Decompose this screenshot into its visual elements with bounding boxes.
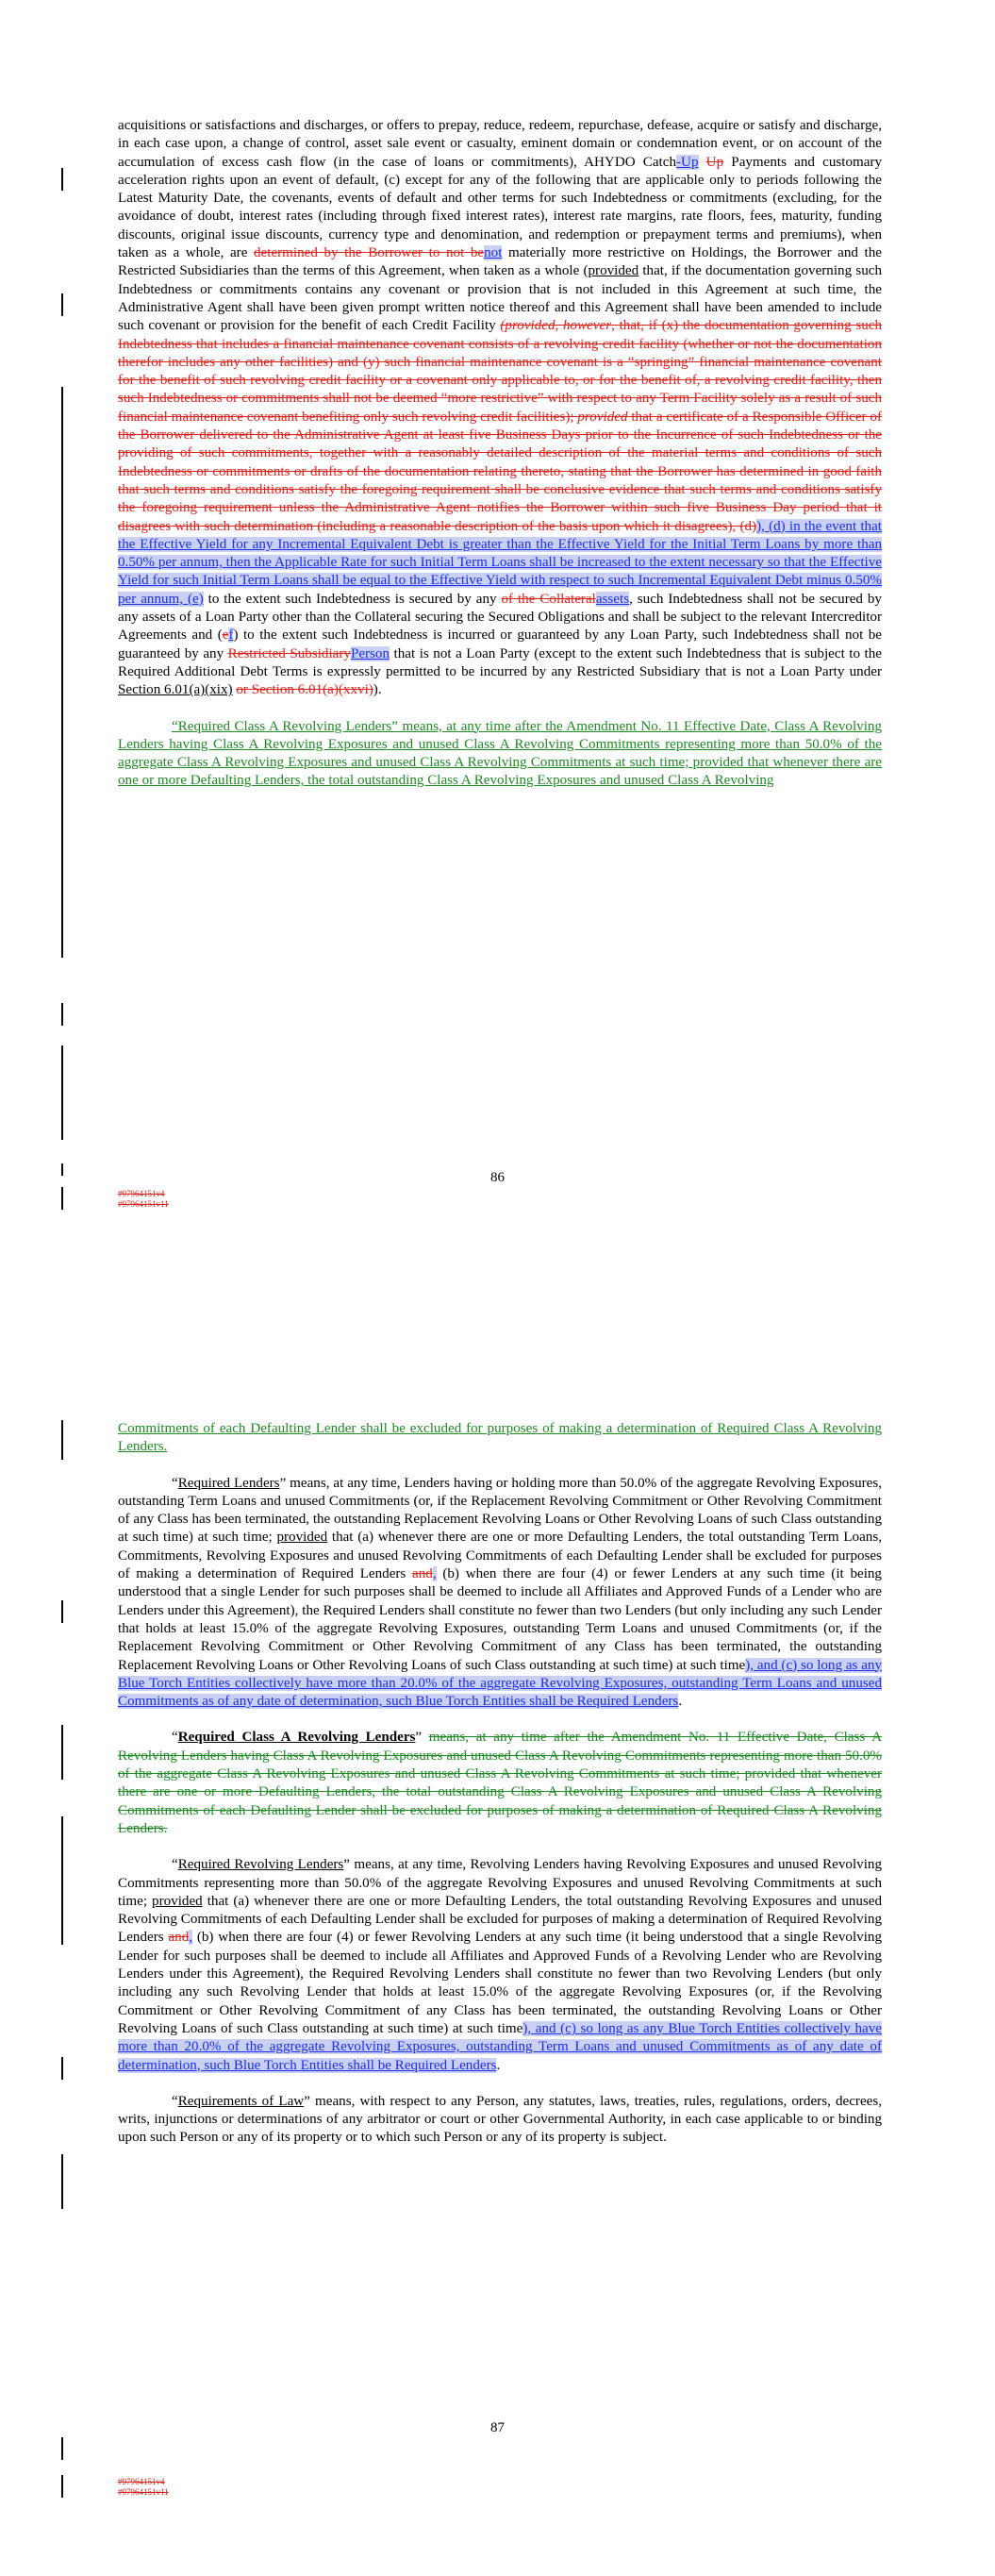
- document-id-footer: [118, 2477, 169, 2498]
- change-bar: [61, 387, 63, 958]
- page-number: 87: [490, 2420, 505, 2435]
- page-number: 86: [490, 1170, 505, 1185]
- main-text-block: [118, 117, 882, 791]
- change-bar: [61, 1725, 63, 1780]
- change-bar: [61, 168, 63, 191]
- paragraph-class-a-continued: Commitments of each Defaulting Lender shall be excluded for purposes of making a determination of Required Class A Revolving Lenders.: [118, 1421, 882, 1455]
- paragraph-required-class-a-revolving-lenders-deleted: “Required Class A Revolving Lenders” means, at any time after the Amendment No. 11 Effective Date, Class A Revolving Lenders having Class A Revolving Exposures and unused Class A Revolving Commitments representing more than 50.0% of the aggregate Class A Revolving Exposures and unused Class A Revolving Commitments at such time; provided that whenever there are one or more Defaulting Lenders, the total outstanding Class A Revolving Exposures and unused Class A Revolving Commitments of each Defaulting Lender shall be excluded for purposes of making a determination of Required Class A Revolving Lenders.: [118, 1730, 882, 1836]
- change-bar: [61, 2057, 63, 2080]
- footer-doc-id-new: #97964151v11: [118, 1199, 169, 1209]
- change-bar: [61, 1600, 63, 1623]
- change-bar: [61, 1187, 63, 1210]
- change-bar: [61, 293, 63, 316]
- change-bar: [61, 2437, 63, 2460]
- change-bar: [61, 1420, 63, 1460]
- change-bar: [61, 1045, 63, 1140]
- page-87: [0, 1288, 995, 2576]
- change-bar: [61, 2475, 63, 2498]
- paragraph-required-revolving-lenders: “Required Revolving Lenders” means, at any time, Revolving Lenders having Revolving Exposures and unused Revolving Commitments representing more than 50.0% of the aggregate Revolving Exposures and unused Revolving Commitments at such time; provided that (a) whenever there are one or more Defaulting Lenders, the total outstanding Revolving Exposures and unused Revolving Commitments of each Defaulting Lender shall be excluded for purposes of making a determination of Required Revolving Lenders and, (b) when there are four (4) or fewer Revolving Lenders at any such time (it being understood that a single Revolving Lender for such purposes shall be deemed to include all Affiliates and Approved Funds of a Revolving Lender who are Revolving Lenders under this Agreement), the Required Revolving Lenders shall constitute no fewer than two Revolving Lenders (but only including any such Revolving Lender that holds at least 15.0% of the aggregate Revolving Exposures (or, if the Revolving Commitment or Other Revolving Commitment of any Class has been terminated, the outstanding Revolving Loans or Other Revolving Loans of such Class outstanding at such time) at such time), and (c) so long as any Blue Torch Entities collectively have more than 20.0% of the aggregate Revolving Exposures, outstanding Term Loans and unused Commitments as of any date of determination, such Blue Torch Entities shall be Required Lenders.: [118, 1857, 882, 2073]
- footer-doc-id-old: #97964151v4: [118, 1189, 165, 1198]
- paragraph-debt-terms: acquisitions or satisfactions and discharges, or offers to prepay, reduce, redeem, repurchase, defease, acquire or satisfy and discharge, in each case upon, a change of control, asset sale event or casualty, eminent domain or condemnation event, or on account of the accumulation of excess cash flow (in the case of loans or commitments), AHYDO Catch-Up Up Payments and customary acceleration rights upon an event of default, (c) except for any of the following that are applicable only to periods following the Latest Maturity Date, the covenants, events of default and other terms for such Indebtedness or commitments (excluding, for the avoidance of doubt, interest rates (including through fixed interest rates), interest rate margins, rate floors, fees, maturity, funding discounts, original issue discounts, currency type and denomination, and redemption or prepayment terms and premiums), when taken as a whole, are determined by the Borrower to not benot materially more restrictive on Holdings, the Borrower and the Restricted Subsidiaries than the terms of this Agreement, when taken as a whole (provided that, if the documentation governing such Indebtedness or commitments contains any covenant or provision that is not included in this Agreement at such time, the Administrative Agent shall have been given prompt written notice thereof and this Agreement shall have been amended to include such covenant or provision for the benefit of each Credit Facility (provided, however, that, if (x) the documentation governing such Indebtedness that includes a financial maintenance covenant consists of a revolving credit facility (whether or not the documentation therefor includes any other facilities) and (y) such financial maintenance covenant is a “springing” financial maintenance covenant for the benefit of such revolving credit facility or a covenant only applicable to, or for the benefit of, a revolving credit facility, then such Indebtedness or commitments shall not be deemed “more restrictive” with respect to any Term Facility solely as a result of such financial maintenance covenant benefiting only such revolving credit facilities); provided that a certificate of a Responsible Officer of the Borrower delivered to the Administrative Agent at least five Business Days prior to the Incurrence of such Indebtedness or the providing of such commitments, together with a reasonably detailed description of the material terms and conditions of such Indebtedness or commitments or drafts of the documentation relating thereto, stating that the Borrower has determined in good faith that such terms and conditions satisfy the foregoing requirement shall be conclusive evidence that such terms and conditions satisfy the foregoing requirement unless the Administrative Agent notifies the Borrower within such five Business Day period that it disagrees with such determination (including a reasonable description of the basis upon which it disagrees), (d)), (d) in the event that the Effective Yield for any Incremental Equivalent Debt is greater than the Effective Yield for the Initial Term Loans by more than 0.50% per annum, then the Applicable Rate for such Initial Term Loans shall be increased to the extent necessary so that the Effective Yield for such Initial Term Loans shall be equal to the Effective Yield with respect to such Incremental Equivalent Debt minus 0.50% per annum, (e) to the extent such Indebtedness is secured by any of the Collateralassets, such Indebtedness shall not be secured by any assets of a Loan Party other than the Collateral securing the Secured Obligations and shall be subject to the relevant Intercreditor Agreements and (ef) to the extent such Indebtedness is incurred or guaranteed by any Loan Party, such Indebtedness shall not be guaranteed by any Restricted SubsidiaryPerson that is not a Loan Party (except to the extent such Indebtedness that is subject to the Required Additional Debt Terms is expressly permitted to be incurred by any Restricted Subsidiary that is not a Loan Party under Section 6.01(a)(xix) or Section 6.01(a)(xxvi)).: [118, 118, 883, 698]
- document-id-footer: [118, 1189, 169, 1210]
- paragraph-requirements-of-law: “Requirements of Law” means, with respect to any Person, any statutes, laws, treaties, rules, regulations, orders, decrees, writs, injunctions or determinations of any arbitrator or court or other Governmental Authority, in each case applicable to or binding upon such Person or any of its property or to which such Person or any of its property is subject.: [118, 2093, 882, 2146]
- paragraph-required-class-a-revolving-lenders: “Required Class A Revolving Lenders” means, at any time after the Amendment No. 11 Effective Date, Class A Revolving Lenders having Class A Revolving Exposures and unused Class A Revolving Commitments representing more than 50.0% of the aggregate Class A Revolving Exposures and unused Class A Revolving Commitments at such time; provided that whenever there are one or more Defaulting Lenders, the total outstanding Class A Revolving Exposures and unused Class A Revolving: [118, 718, 882, 789]
- change-bar: [61, 1003, 63, 1026]
- main-text-block: [118, 1420, 882, 2148]
- change-bar: [61, 2154, 63, 2209]
- paragraph-required-lenders: “Required Lenders” means, at any time, Lenders having or holding more than 50.0% of the aggregate Revolving Exposures, outstanding Term Loans and unused Commitments (or, if the Replacement Revolving Commitment or Other Revolving Commitment of any Class has been terminated, the outstanding Replacement Revolving Loans or Other Revolving Loans of such Class outstanding at such time) at such time; provided that (a) whenever there are one or more Defaulting Lenders, the total outstanding Term Loans, Commitments, Revolving Exposures and unused Revolving Commitments of each Defaulting Lender shall be excluded for purposes of making a determination of Required Lenders and, (b) when there are four (4) or fewer Lenders at any such time (it being understood that a single Lender for such purposes shall be deemed to include all Affiliates and Approved Funds of a Lender who are Lenders under this Agreement), the Required Lenders shall constitute no fewer than two Lenders (but only including any such Lender that holds at least 15.0% of the aggregate Revolving Exposures, outstanding Term Loans and unused Commitments (or, if the Replacement Revolving Commitment or Other Revolving Commitment of any Class has been terminated, the outstanding Replacement Revolving Loans or Other Revolving Loans of such Class outstanding at such time) at such time), and (c) so long as any Blue Torch Entities collectively have more than 20.0% of the aggregate Revolving Exposures, outstanding Term Loans and unused Commitments as of any date of determination, such Blue Torch Entities shall be Required Lenders.: [118, 1475, 883, 1710]
- footer-doc-id-old: #97964151v4: [118, 2477, 165, 2486]
- footer-doc-id-new: #97964151v11: [118, 2487, 169, 2497]
- change-bar: [61, 1816, 63, 1945]
